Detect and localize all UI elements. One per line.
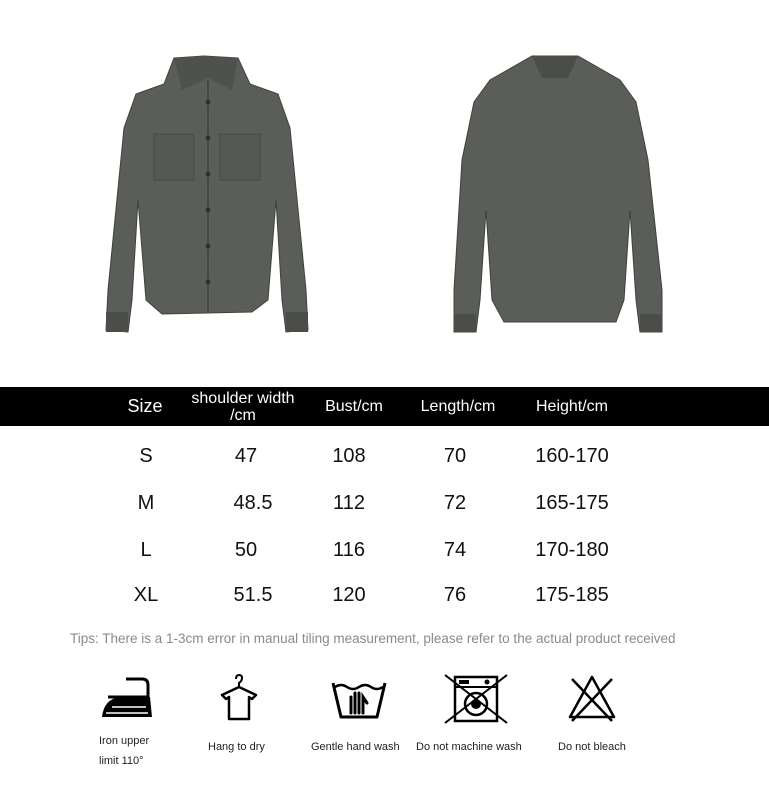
header-height: Height/cm	[535, 398, 609, 415]
iron-icon	[98, 673, 158, 723]
cell-height: 170-180	[535, 539, 609, 561]
iron-label-line2: limit 110°	[99, 755, 144, 767]
cell-bust: 120	[332, 584, 366, 606]
cell-height: 175-185	[535, 584, 609, 606]
iron-label	[99, 731, 149, 771]
cell-bust: 112	[333, 492, 365, 514]
cell-shoulder: 48.5	[233, 492, 273, 514]
cell-length: 76	[443, 584, 467, 606]
hand-wash-icon	[329, 673, 389, 723]
no-bleach-label: Do not bleach	[558, 741, 626, 753]
iron-label-line1: Iron upper	[99, 735, 150, 747]
header-shoulder-width: shoulder width /cm	[191, 390, 295, 424]
cell-bust: 108	[332, 445, 366, 467]
cell-size: S	[139, 445, 153, 467]
cell-size: L	[140, 539, 152, 561]
no-machine-wash-icon	[443, 673, 509, 725]
header-length: Length/cm	[420, 398, 496, 415]
product-photo-front	[92, 50, 322, 340]
product-photo-back	[440, 50, 670, 340]
cell-bust: 116	[333, 539, 365, 561]
hang-dry-label: Hang to dry	[208, 741, 265, 753]
cell-length: 74	[443, 539, 467, 561]
cell-height: 160-170	[535, 445, 609, 467]
cell-size: XL	[133, 584, 159, 606]
hand-wash-label: Gentle hand wash	[311, 741, 400, 753]
cell-shoulder: 51.5	[233, 584, 273, 606]
cell-length: 72	[443, 492, 467, 514]
cell-length: 70	[443, 445, 467, 467]
header-bust: Bust/cm	[325, 398, 383, 415]
cell-shoulder: 50	[234, 539, 258, 561]
cell-size: M	[137, 492, 155, 514]
cell-height: 165-175	[535, 492, 609, 514]
cell-shoulder: 47	[234, 445, 258, 467]
header-size: Size	[127, 396, 163, 416]
size-table-header	[0, 387, 769, 426]
measurement-tips: Tips: There is a 1-3cm error in manual tiling measurement, please refer to the actual product received	[70, 631, 676, 646]
no-machine-wash-label: Do not machine wash	[416, 741, 522, 753]
no-bleach-icon	[566, 673, 618, 723]
hanger-shirt-icon	[214, 673, 264, 723]
